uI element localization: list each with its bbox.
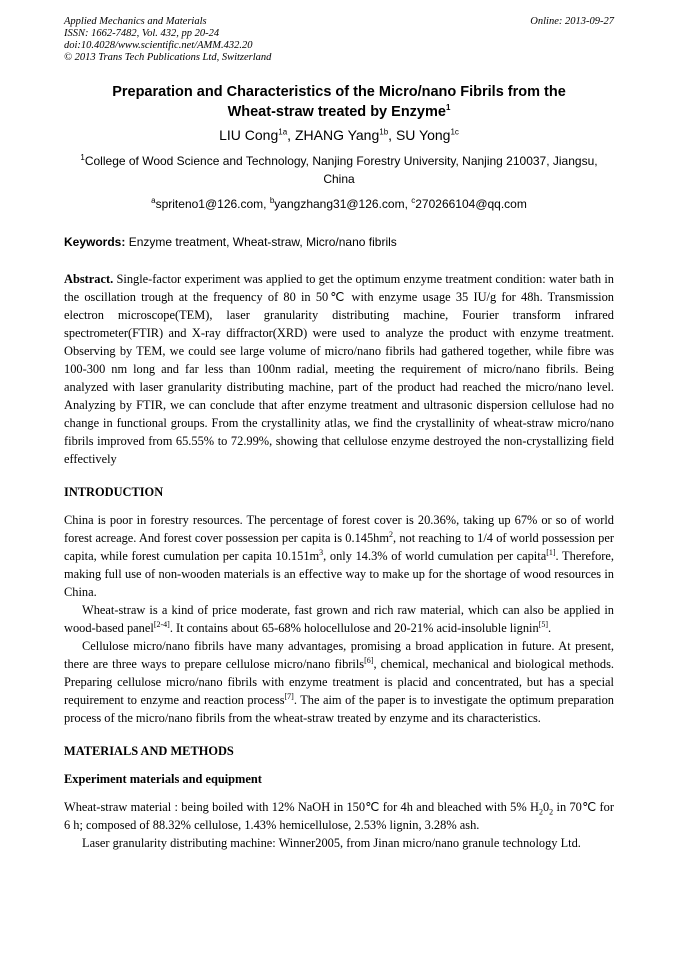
journal-name: Applied Mechanics and Materials xyxy=(64,16,207,27)
title-footnote-mark: 1 xyxy=(445,103,451,113)
author-3: SU Yong xyxy=(395,127,451,143)
email-c[interactable]: 270266104@qq.com xyxy=(415,197,527,211)
citation-7[interactable]: [7] xyxy=(284,691,294,701)
citation-6[interactable]: [6] xyxy=(364,655,374,665)
author-1-mark: 1a xyxy=(278,127,288,137)
online-date: Online: 2013-09-27 xyxy=(530,16,614,27)
affiliation xyxy=(64,152,614,188)
intro-heading: INTRODUCTION xyxy=(64,485,164,499)
methods-subheading: Experiment materials and equipment xyxy=(64,772,262,786)
doi-line: doi:10.4028/www.scientific.net/AMM.432.20 xyxy=(64,40,253,51)
intro-paragraph-2: Wheat-straw is a kind of price moderate, fast grown and rich raw material, which can also be applied in wood-based panel[2-4]. It contains about 65-68% holocellulose and 20-21% acid-insoluble lignin[5]. xyxy=(64,603,614,635)
title-line-1: Preparation and Characteristics of the Micro/nano Fibrils from the xyxy=(112,84,566,100)
copyright-line: © 2013 Trans Tech Publications Ltd, Switzerland xyxy=(64,52,272,63)
keywords xyxy=(64,234,614,250)
issn-line: ISSN: 1662-7482, Vol. 432, pp 20-24 xyxy=(64,28,220,39)
methods-paragraph-1: Wheat-straw material : being boiled with 12% NaOH in 150℃ for 4h and bleached with 5% $H_20_2$ in 70℃ for 6 h; composed of 88.32% cellulose, 1.43% hemicellulose, 2.53% lignin, 3.28% ash. xyxy=(64,800,614,832)
email-b[interactable]: yangzhang31@126.com xyxy=(274,197,405,211)
affiliation-text: College of Wood Science and Technology, Nanjing Forestry University, Nanjing 210037, Jiangsu, China xyxy=(84,154,598,186)
methods-paragraph-2: Laser granularity distributing machine: Winner2005, from Jinan micro/nano granule technology Ltd. xyxy=(82,836,581,850)
methods-heading: MATERIALS AND METHODS xyxy=(64,744,234,758)
citation-2-4[interactable]: [2-4] xyxy=(153,619,170,629)
author-list: LIU Cong$^{1a}$, ZHANG Yang$^{1b}$, SU Yong$^{1c}$ xyxy=(219,127,459,143)
intro-paragraph-3: Cellulose micro/nano fibrils have many advantages, promising a broad application in future. At present, there are three ways to prepare cellulose micro/nano fibrils[6], chemical, mechanical and biological methods. Preparing cellulose micro/nano fibrils with enzyme treatment is placid and concentrated, but has a special requirement to enzyme and reaction process[7]. The aim of the paper is to investigate the optimum preparation process of the micro/nano fibrils from the wheat-straw treated by enzyme and its characteristics. xyxy=(64,639,614,725)
author-3-mark: 1c xyxy=(450,127,459,137)
abstract-label: Abstract. xyxy=(64,272,114,286)
abstract-text: Single-factor experiment was applied to get the optimum enzyme treatment condition: water bath in the oscillation trough at the frequency of 80 in 50℃ with enzyme usage 35 IU/g for 48h. Transmission electron microscope(TEM), laser granularity distributing machine, Fourier transform infrared spectrometer(FTIR) and X-ray diffractor(XRD) were used to analyze the product with enzyme treatment. Observing by TEM, we could see large volume of micro/nano fibrils had gathered together, while fibre was 100-300 nm long and far less than 100nm radial, meeting the requirement of micro/nano fibrils. Being analyzed with laser granularity distributing machine, part of the product had reached the micro/nano level. Analyzing by FTIR, we can conclude that after enzyme treatment and ultrasonic dispersion cellulose had no change in functional groups. From the crystallinity atlas, we find the crystallinity of wheat-straw micro/nano fibrils improved from 65.55% to 72.99%, showing that cellulose enzyme destroyed the non-crystallizing field effectively xyxy=(64,272,614,466)
intro-paragraph-1: China is poor in forestry resources. The percentage of forest cover is 20.36%, taking up 67% or so of world forest acreage. And forest cover possession per capita is $0.145hm^2$, not reaching to 1/4 of world possession per capita, while forest cumulation per capita $10.151m^3$, only 14.3% of world cumulation per capita[1]. Therefore, making full use of non-wooden materials is an effective way to make up for the shortage of wood resources in China. xyxy=(64,513,615,599)
author-1: LIU Cong xyxy=(219,127,279,143)
paper-title xyxy=(64,82,614,122)
author-2: ZHANG Yang xyxy=(294,127,380,143)
citation-5[interactable]: [5] xyxy=(538,619,549,629)
keywords-text: Enzyme treatment, Wheat-straw, Micro/nano fibrils xyxy=(128,235,397,249)
journal-header xyxy=(64,16,271,64)
author-2-mark: 1b xyxy=(379,127,389,137)
title-line-2: Wheat-straw treated by Enzyme$^1$ xyxy=(227,103,451,120)
affiliation-mark: 1 xyxy=(80,153,85,162)
keywords-label: Keywords: xyxy=(64,235,126,249)
abstract xyxy=(64,270,614,468)
citation-1[interactable]: [1] xyxy=(546,547,556,557)
author-emails: $^a$spriteno1@126.com, $^b$yangzhang31@126.com, $^c$270266104@qq.com xyxy=(151,196,527,211)
email-a[interactable]: spriteno1@126.com xyxy=(155,197,264,211)
paper-body xyxy=(64,270,614,852)
